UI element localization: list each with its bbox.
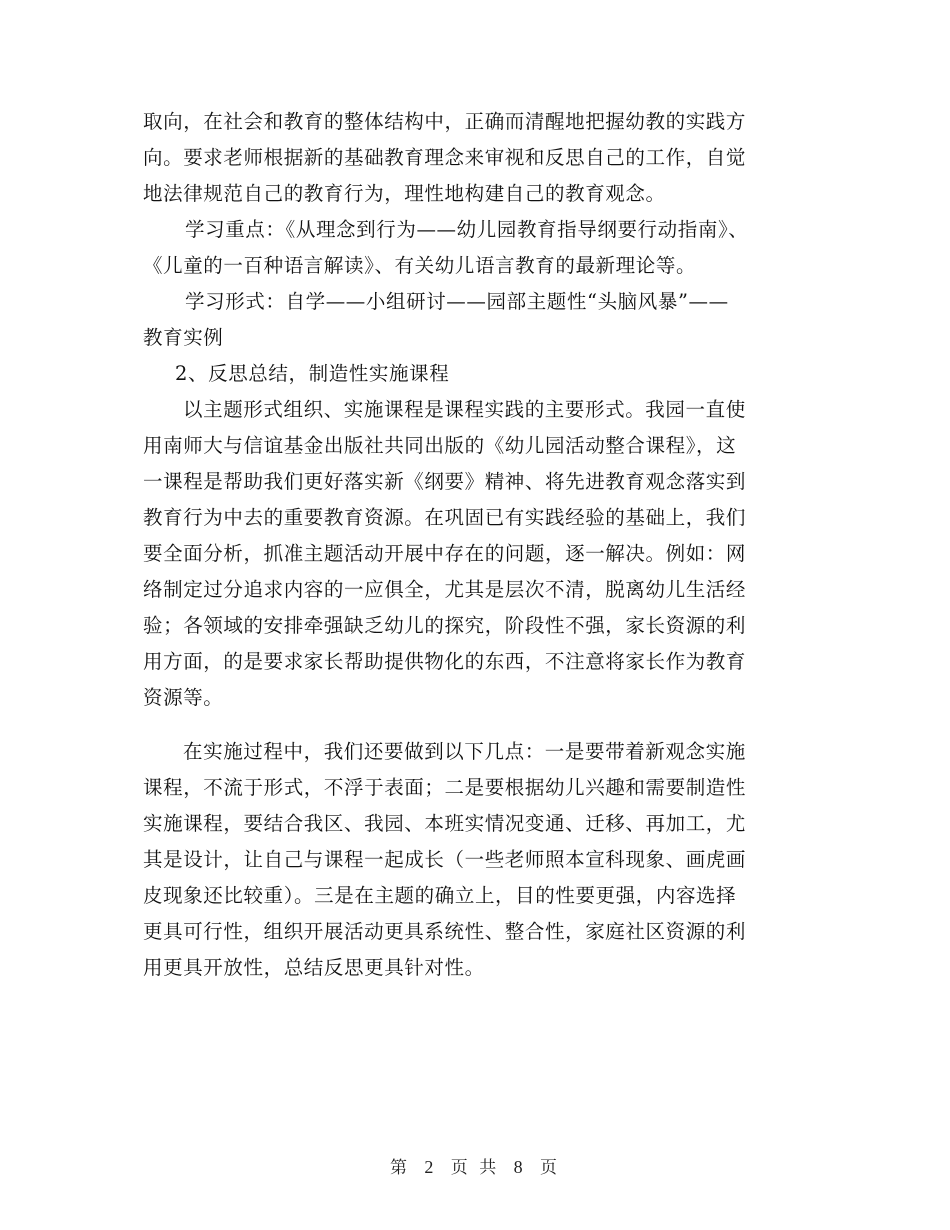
text-line: 络制定过分追求内容的一应俱全，尤其是层次不清，脱离幼儿生活经 bbox=[143, 578, 747, 601]
text-line: 《儿童的一百种语言解读》、有关幼儿语言教育的最新理论等。 bbox=[143, 254, 697, 277]
text-line: 其是设计，让自己与课程一起成长（一些老师照本宣科现象、画虎画 bbox=[143, 848, 747, 871]
current-page-number: 2 bbox=[424, 1157, 437, 1177]
text-line: 教育行为中去的重要教育资源。在巩固已有实践经验的基础上，我们 bbox=[143, 506, 747, 529]
text-line: 学习重点：《从理念到行为——幼儿园教育指导纲要行动指南》、 bbox=[185, 218, 749, 241]
footer-middle: 页 共 bbox=[450, 1158, 500, 1178]
study-focus-paragraph bbox=[143, 212, 803, 284]
footer-prefix: 第 bbox=[389, 1158, 410, 1178]
text-line: 在实施过程中，我们还要做到以下几点：一是要带着新观念实施 bbox=[183, 740, 746, 763]
document-body bbox=[143, 104, 803, 986]
page-footer bbox=[0, 1153, 950, 1178]
study-form-paragraph bbox=[143, 284, 803, 356]
text-line: 地法律规范自己的教育行为，理性地构建自己的教育观念。 bbox=[143, 182, 666, 205]
paragraph-curriculum bbox=[143, 392, 803, 716]
text-line: 教育实例 bbox=[143, 326, 224, 349]
section-heading: 2、反思总结，制造性实施课程 bbox=[175, 362, 450, 385]
paragraph-spacer bbox=[143, 716, 803, 734]
text-line: 一课程是帮助我们更好落实新《纲要》精神、将先进教育观念落实到 bbox=[143, 470, 747, 493]
text-line: 向。要求老师根据新的基础教育理念来审视和反思自己的工作，自觉 bbox=[143, 146, 747, 169]
text-line: 学习形式：自学——小组研讨——园部主题性“头脑风暴”—— bbox=[185, 290, 729, 313]
paragraph-implementation bbox=[143, 734, 803, 986]
footer-suffix: 页 bbox=[540, 1158, 561, 1178]
text-line: 更具可行性，组织开展活动更具系统性、整合性，家庭社区资源的利 bbox=[143, 920, 747, 943]
intro-paragraph bbox=[143, 104, 803, 212]
text-line: 资源等。 bbox=[143, 686, 224, 709]
text-line: 取向，在社会和教育的整体结构中，正确而清醒地把握幼教的实践方 bbox=[143, 110, 747, 133]
text-line: 用更具开放性，总结反思更具针对性。 bbox=[143, 956, 485, 979]
total-page-number: 8 bbox=[513, 1157, 526, 1177]
text-line: 皮现象还比较重）。三是在主题的确立上，目的性要更强，内容选择 bbox=[143, 884, 737, 907]
text-line: 以主题形式组织、实施课程是课程实践的主要形式。我园一直使 bbox=[183, 398, 746, 421]
text-line: 课程，不流于形式，不浮于表面；二是要根据幼儿兴趣和需要制造性 bbox=[143, 776, 747, 799]
text-line: 要全面分析，抓准主题活动开展中存在的问题，逐一解决。例如：网 bbox=[143, 542, 747, 565]
text-line: 用方面，的是要求家长帮助提供物化的东西，不注意将家长作为教育 bbox=[143, 650, 747, 673]
text-line: 用南师大与信谊基金出版社共同出版的《幼儿园活动整合课程》，这 bbox=[143, 434, 737, 457]
text-line: 验；各领域的安排牵强缺乏幼儿的探究，阶段性不强，家长资源的利 bbox=[143, 614, 747, 637]
text-line: 实施课程，要结合我区、我园、本班实情况变通、迁移、再加工，尤 bbox=[143, 812, 747, 835]
